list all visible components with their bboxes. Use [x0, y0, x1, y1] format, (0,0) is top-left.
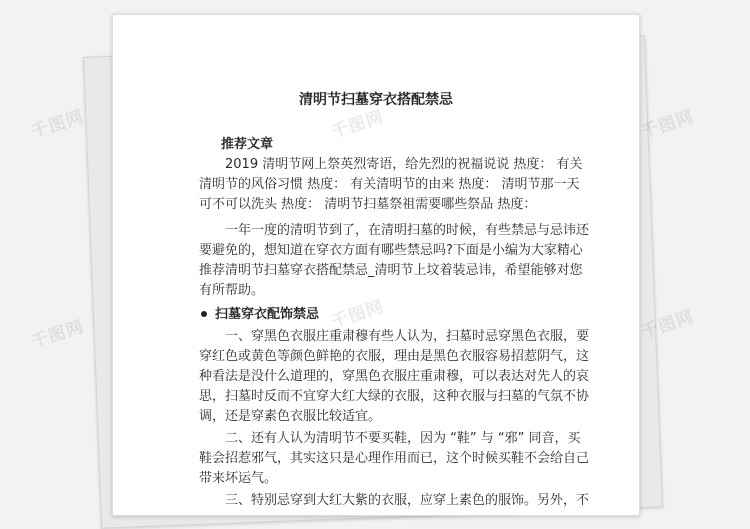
section-heading-text: 扫墓穿衣配饰禁忌 — [215, 307, 320, 322]
watermark: 千图网 — [29, 107, 87, 143]
paragraph-three — [199, 491, 589, 511]
paragraph-three-text: 三、特别忌穿到大红大紫的衣服，应穿上素色的服饰。另外，不 — [225, 493, 590, 508]
watermark: 千图网 — [329, 297, 387, 333]
document-page — [112, 14, 640, 516]
paragraph-one-text: 一、穿黑色衣服庄重肃穆有些人认为，扫墓时忌穿黑色衣服，要穿红色或黄色等颜色鲜艳的衣服，理由是黑色衣服容易招惹阴气，这种看法是没什么道理的，穿黑色衣服庄重肃穆，可以表达对先人的哀思，扫墓时反而不宜穿大红大绿的衣服，这种衣服与扫墓的气氛不协调，还是穿素色衣服比较适宜。 — [199, 329, 590, 424]
recommended-articles-label: 推荐文章 — [221, 137, 274, 152]
watermark: 千图网 — [329, 107, 387, 143]
watermark: 千图网 — [29, 317, 87, 353]
bullet-icon — [201, 311, 207, 317]
paragraph-one — [199, 327, 589, 427]
recommended-text: 2019 清明节网上祭英烈寄语，给先烈的祝福说说 热度： 有关清明节的风俗习惯 热度： 有关清明节的由来 热度： 清明节那一天可不可以洗头 热度： 清明节扫墓祭祖需要哪些祭品 热度： — [199, 157, 583, 212]
intro-paragraph — [199, 221, 589, 301]
section-heading — [199, 303, 319, 322]
paragraph-two-text: 二、还有人认为清明节不要买鞋，因为 “鞋” 与 “邪” 同音，买鞋会招惹邪气，其实这只是心理作用而已，这个时候买鞋不会给自己带来坏运气。 — [199, 431, 590, 486]
document-title: 清明节扫墓穿衣搭配禁忌 — [299, 92, 453, 108]
watermark: 千图网 — [639, 307, 697, 343]
recommended-articles-text — [199, 155, 589, 215]
intro-text: 一年一度的清明节到了，在清明扫墓的时候，有些禁忌与忌讳还要避免的，想知道在穿衣方面有哪些禁忌吗?下面是小编为大家精心推荐清明节扫墓穿衣搭配禁忌_清明节上坟着装忌讳，希望能够对您有所帮助。 — [199, 223, 590, 298]
paragraph-two — [199, 429, 589, 489]
watermark: 千图网 — [639, 107, 697, 143]
